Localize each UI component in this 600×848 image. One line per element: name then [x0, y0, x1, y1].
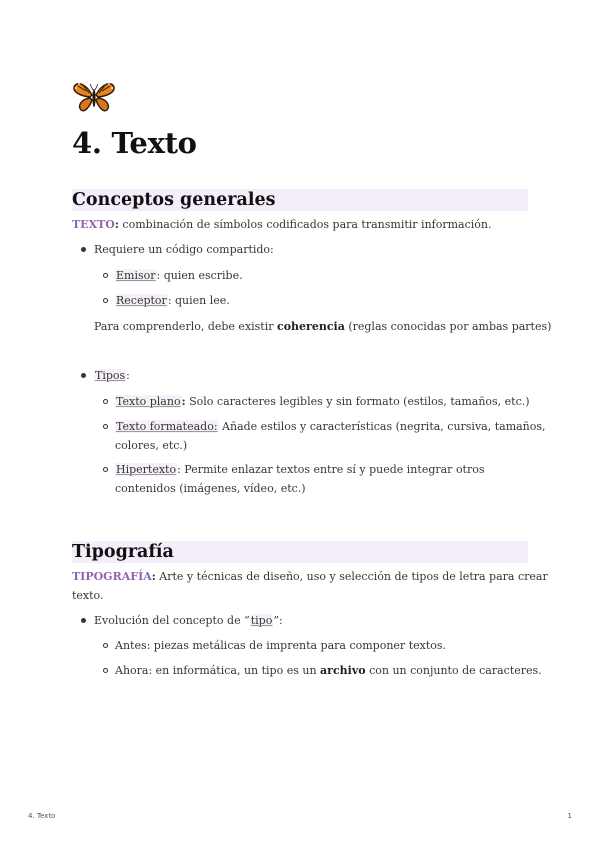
page-title: 4. Texto	[72, 126, 197, 160]
page-number: 1	[567, 812, 572, 820]
butterfly-icon	[72, 79, 116, 115]
list-item: Requiere un código compartido:	[94, 243, 274, 256]
list-item-receptor: Receptor: quien lee.	[116, 294, 230, 307]
definition-tipografia: TIPOGRAFÍA: Arte y técnicas de diseño, uso y selección de tipos de letra para crear	[72, 570, 548, 583]
list-item-hipertexto-cont: contenidos (imágenes, vídeo, etc.)	[115, 482, 306, 495]
list-item-texto-plano: Texto plano: Solo caracteres legibles y sin formato (estilos, tamaños, etc.)	[116, 395, 530, 408]
list-item-antes: Antes: piezas metálicas de imprenta para componer textos.	[115, 639, 447, 652]
circle-bullet-icon	[103, 643, 108, 648]
list-item-ahora: Ahora: en informática, un tipo es un archivo con un conjunto de caracteres.	[115, 664, 542, 677]
list-item-emisor: Emisor: quien escribe.	[116, 269, 243, 282]
footer-title: 4. Texto	[28, 812, 56, 820]
circle-bullet-icon	[103, 668, 108, 673]
list-item-texto-formateado: Texto formateado: Añade estilos y características (negrita, cursiva, tamaños,	[116, 420, 546, 433]
definition-texto: TEXTO: combinación de símbolos codificados para transmitir información.	[72, 218, 492, 231]
circle-bullet-icon	[103, 273, 108, 278]
list-item-texto-formateado-cont: colores, etc.)	[115, 439, 188, 452]
circle-bullet-icon	[103, 399, 108, 404]
list-item-tipos: Tipos:	[95, 369, 130, 382]
bullet-icon	[81, 373, 86, 378]
list-item-evolucion: Evolución del concepto de “tipo”:	[94, 614, 283, 627]
coherence-note: Para comprenderlo, debe existir coherencia (reglas conocidas por ambas partes)	[94, 320, 552, 333]
list-item-hipertexto: Hipertexto: Permite enlazar textos entre sí y puede integrar otros	[116, 463, 485, 476]
bullet-icon	[81, 247, 86, 252]
section-heading-general: Conceptos generales	[72, 189, 528, 211]
section-heading-tipografia: Tipografía	[72, 541, 528, 563]
circle-bullet-icon	[103, 298, 108, 303]
circle-bullet-icon	[103, 467, 108, 472]
definition-tipografia-cont: texto.	[72, 589, 104, 602]
bullet-icon	[81, 618, 86, 623]
circle-bullet-icon	[103, 424, 108, 429]
